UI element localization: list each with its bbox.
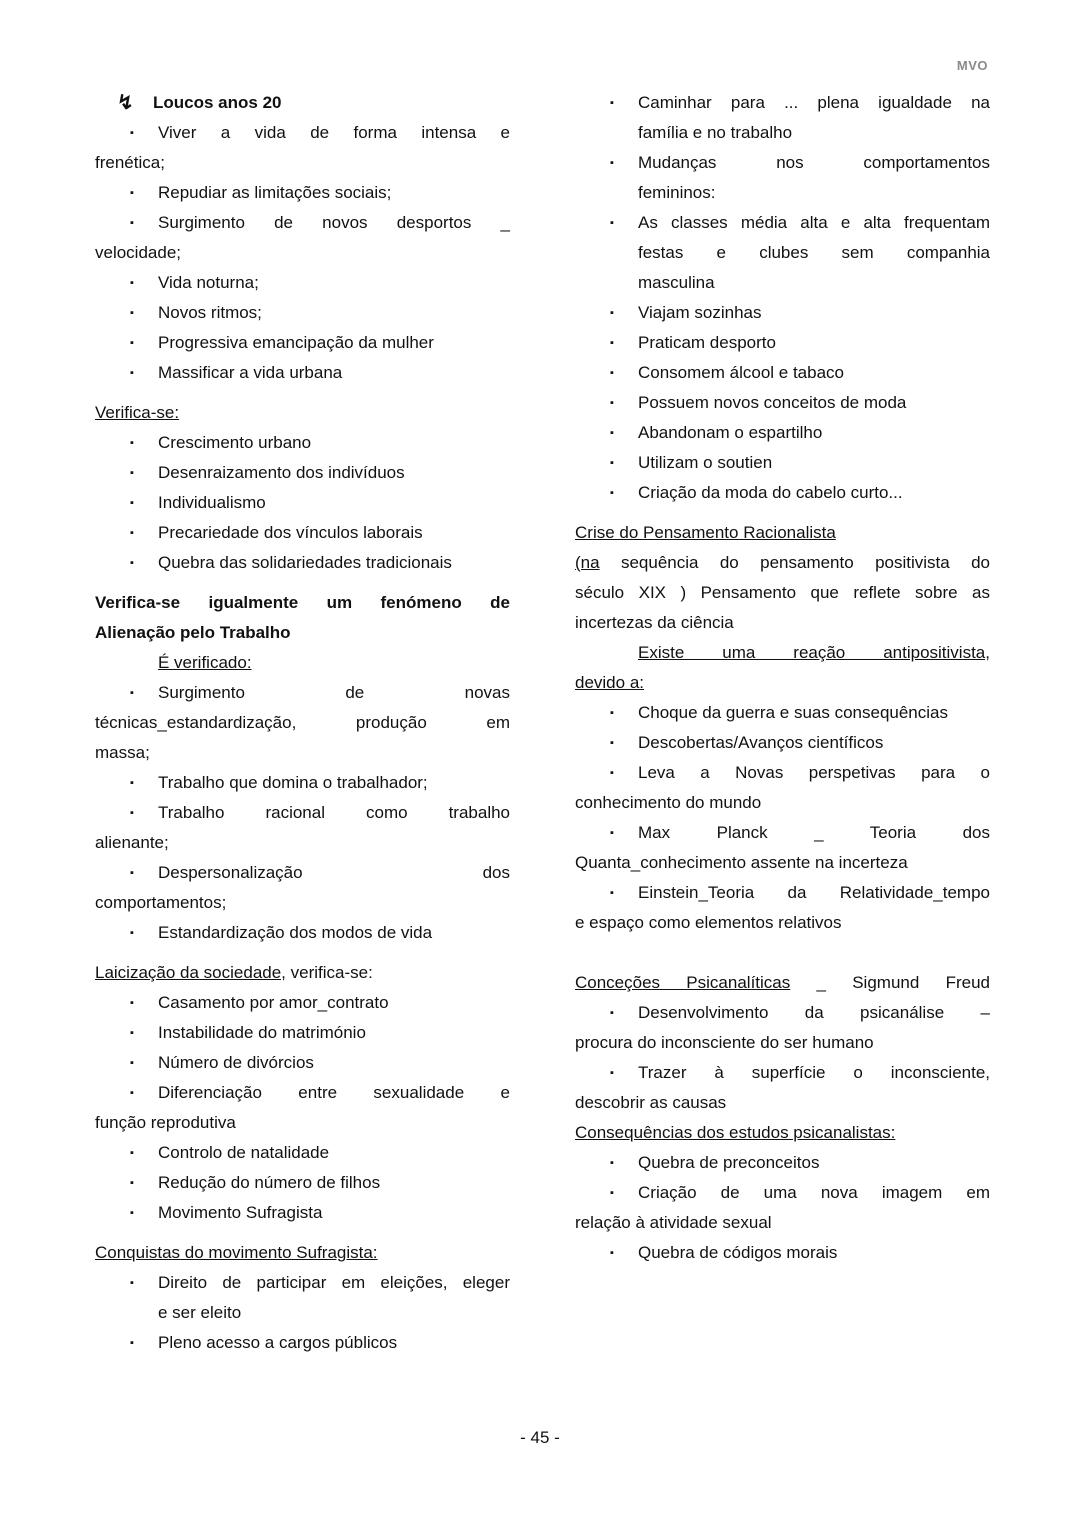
text-segment: Choque da guerra e suas consequências	[638, 703, 948, 722]
list-item	[575, 1178, 990, 1238]
text-line	[95, 1198, 510, 1228]
list-item	[95, 328, 510, 358]
text-segment: função reprodutiva	[95, 1113, 236, 1132]
text-segment: (na	[575, 553, 600, 572]
bullet-icon: ▪	[610, 427, 614, 439]
list-item	[95, 358, 510, 388]
bullet-icon: ▪	[610, 1157, 614, 1169]
list-item	[575, 878, 990, 938]
text-segment: Utilizam o soutien	[638, 453, 773, 472]
list-item	[95, 1018, 510, 1048]
page-number: - 45 -	[520, 1428, 560, 1447]
text-line	[95, 678, 510, 708]
column-left	[95, 88, 510, 1358]
text-line	[575, 328, 990, 358]
text-segment: família e no trabalho	[638, 123, 793, 142]
list-item	[95, 1198, 510, 1228]
text-segment: Quebra de códigos morais	[638, 1243, 838, 1262]
text-line	[575, 148, 990, 178]
paragraph	[95, 398, 510, 428]
text-line	[95, 358, 510, 388]
text-segment: Progressiva emancipação da mulher	[158, 333, 434, 352]
text-segment: devido a:	[575, 673, 644, 692]
bullet-icon: ▪	[610, 157, 614, 169]
text-line	[575, 268, 990, 298]
text-line	[575, 1178, 990, 1208]
text-line	[95, 1238, 510, 1268]
text-line	[575, 578, 990, 608]
text-line	[95, 1168, 510, 1198]
paragraph	[575, 638, 990, 698]
text-line	[575, 388, 990, 418]
text-segment: Quanta_conhecimento assente na incerteza	[575, 853, 908, 872]
text-segment: Viajam sozinhas	[638, 303, 762, 322]
text-segment: Trazer à superfície o inconsciente,	[638, 1063, 990, 1082]
text-segment: Max Planck _ Teoria dos	[638, 823, 990, 842]
bullet-icon: ▪	[130, 807, 134, 819]
text-line	[95, 178, 510, 208]
list-item	[95, 268, 510, 298]
bullet-icon: ▪	[130, 1207, 134, 1219]
section-heading	[95, 88, 510, 118]
text-line	[95, 858, 510, 888]
list-item	[95, 918, 510, 948]
text-segment: velocidade;	[95, 243, 182, 262]
bullet-icon: ▪	[610, 827, 614, 839]
watermark: MVO	[956, 58, 988, 73]
paragraph	[95, 1238, 510, 1268]
bullet-icon: ▪	[610, 217, 614, 229]
bullet-icon: ▪	[130, 527, 134, 539]
list-item	[95, 1328, 510, 1358]
list-item	[575, 818, 990, 878]
text-segment: e espaço como elementos relativos	[575, 913, 842, 932]
text-segment: festas e clubes sem companhia	[638, 243, 990, 262]
text-line	[95, 1298, 510, 1328]
list-item	[95, 988, 510, 1018]
text-line	[95, 708, 510, 738]
text-line	[95, 208, 510, 238]
text-segment: Trabalho racional como trabalho	[158, 803, 510, 822]
text-segment: Redução do número de filhos	[158, 1173, 381, 1192]
text-segment: Leva a Novas perspetivas para o	[638, 763, 990, 782]
bullet-icon: ▪	[130, 927, 134, 939]
paragraph	[575, 1118, 990, 1148]
list-item	[575, 728, 990, 758]
list-item	[575, 758, 990, 818]
text-line	[575, 668, 990, 698]
text-segment: Descobertas/Avanços científicos	[638, 733, 884, 752]
bullet-icon: ▪	[610, 1067, 614, 1079]
list-item	[575, 388, 990, 418]
list-item	[95, 768, 510, 798]
text-line	[95, 88, 510, 118]
bullet-icon: ▪	[130, 1147, 134, 1159]
text-segment: Repudiar as limitações sociais;	[158, 183, 392, 202]
text-segment: Desenvolvimento da psicanálise –	[638, 1003, 990, 1022]
text-segment: Abandonam o espartilho	[638, 423, 823, 442]
list-item	[575, 698, 990, 728]
text-segment: Instabilidade do matrimónio	[158, 1023, 366, 1042]
text-segment: comportamentos;	[95, 893, 227, 912]
text-line	[95, 268, 510, 298]
list-item	[575, 1058, 990, 1118]
text-segment: Viver a vida de forma intensa e	[158, 123, 510, 142]
text-segment: Massificar a vida urbana	[158, 363, 343, 382]
text-segment: Alienação pelo Trabalho	[95, 623, 291, 642]
bullet-icon: ▪	[130, 217, 134, 229]
text-segment: Pleno acesso a cargos públicos	[158, 1333, 398, 1352]
text-segment: Criação de uma nova imagem em	[638, 1183, 990, 1202]
text-segment: Casamento por amor_contrato	[158, 993, 389, 1012]
text-line	[575, 418, 990, 448]
bullet-icon: ▪	[130, 127, 134, 139]
text-segment: Crescimento urbano	[158, 433, 312, 452]
bullet-icon: ▪	[130, 557, 134, 569]
text-line	[575, 1208, 990, 1238]
text-line	[95, 588, 510, 618]
text-segment: Desenraizamento dos indivíduos	[158, 463, 405, 482]
text-segment: Precariedade dos vínculos laborais	[158, 523, 423, 542]
text-line	[575, 178, 990, 208]
bullet-icon: ▪	[610, 397, 614, 409]
bullet-icon: ▪	[610, 487, 614, 499]
text-segment: Quebra das solidariedades tradicionais	[158, 553, 452, 572]
page-body	[95, 88, 990, 1358]
list-item	[95, 1268, 510, 1328]
text-line	[575, 608, 990, 638]
bullet-icon: ▪	[610, 97, 614, 109]
bullet-icon: ▪	[130, 1087, 134, 1099]
text-segment: frenética;	[95, 153, 165, 172]
text-segment: Existe uma reação antipositivista,	[638, 643, 990, 662]
paragraph	[575, 548, 990, 638]
text-line	[95, 958, 510, 988]
text-line	[575, 1088, 990, 1118]
bullet-icon: ▪	[130, 337, 134, 349]
text-segment: Surgimento de novos desportos _	[158, 213, 510, 232]
text-segment: Novos ritmos;	[158, 303, 262, 322]
paragraph	[575, 968, 990, 998]
bullet-icon: ▪	[610, 367, 614, 379]
bullet-icon: ▪	[610, 737, 614, 749]
text-line	[95, 148, 510, 178]
text-line	[575, 118, 990, 148]
list-item	[575, 418, 990, 448]
list-item	[95, 678, 510, 768]
column-right	[575, 88, 990, 1268]
list-item	[95, 798, 510, 858]
bullet-icon: ▪	[130, 467, 134, 479]
text-line	[95, 738, 510, 768]
text-segment: Caminhar para ... plena igualdade na	[638, 93, 990, 112]
text-segment: Trabalho que domina o trabalhador;	[158, 773, 428, 792]
list-item	[575, 298, 990, 328]
list-item	[575, 88, 990, 148]
list-item	[95, 208, 510, 268]
bullet-icon: ▪	[610, 1247, 614, 1259]
text-line	[575, 968, 990, 998]
list-item	[575, 208, 990, 298]
text-line	[575, 728, 990, 758]
text-line	[95, 398, 510, 428]
list-item	[95, 488, 510, 518]
text-segment: Diferenciação entre sexualidade e	[158, 1083, 510, 1102]
bullet-icon: ▪	[130, 437, 134, 449]
bullet-icon: ▪	[130, 497, 134, 509]
list-item	[95, 298, 510, 328]
text-line	[575, 1238, 990, 1268]
text-segment: sequência do pensamento positivista do	[599, 553, 990, 572]
text-line	[575, 358, 990, 388]
list-item	[95, 1078, 510, 1138]
list-item	[95, 1168, 510, 1198]
list-item	[95, 178, 510, 208]
bullet-icon: ▪	[130, 777, 134, 789]
text-line	[575, 88, 990, 118]
text-segment: Criação da moda do cabelo curto...	[638, 483, 903, 502]
list-item	[95, 858, 510, 918]
list-item	[575, 1148, 990, 1178]
text-line	[575, 1028, 990, 1058]
text-line	[95, 828, 510, 858]
text-line	[575, 208, 990, 238]
text-segment: procura do inconsciente do ser humano	[575, 1033, 874, 1052]
bullet-icon: ▪	[130, 187, 134, 199]
text-segment: Verifica-se:	[95, 403, 180, 422]
text-line	[575, 548, 990, 578]
list-item	[95, 118, 510, 178]
bullet-icon: ▪	[130, 1177, 134, 1189]
bullet-icon: ▪	[610, 1007, 614, 1019]
bullet-icon: ▪	[130, 277, 134, 289]
text-segment: alienante;	[95, 833, 169, 852]
bullet-icon: ▪	[130, 997, 134, 1009]
text-segment: Despersonalização dos	[158, 863, 510, 882]
text-line	[95, 298, 510, 328]
text-line	[95, 1048, 510, 1078]
text-line	[575, 518, 990, 548]
text-segment: Direito de participar em eleições, eleger	[158, 1273, 510, 1292]
text-line	[95, 548, 510, 578]
text-line	[575, 758, 990, 788]
bullet-icon: ▪	[610, 307, 614, 319]
text-line	[95, 798, 510, 828]
list-item	[95, 458, 510, 488]
bullet-icon: ▪	[610, 1187, 614, 1199]
text-segment: Movimento Sufragista	[158, 1203, 323, 1222]
list-item	[575, 998, 990, 1058]
text-line	[575, 788, 990, 818]
text-line	[575, 818, 990, 848]
bullet-icon: ▪	[130, 1057, 134, 1069]
section-marker-icon: ↯	[117, 92, 134, 114]
text-line	[95, 1328, 510, 1358]
list-item	[95, 1138, 510, 1168]
bullet-icon: ▪	[610, 337, 614, 349]
text-line	[575, 478, 990, 508]
bullet-icon: ▪	[130, 687, 134, 699]
text-line	[95, 888, 510, 918]
text-segment: técnicas_estandardização, produção em	[95, 713, 510, 732]
text-line	[95, 488, 510, 518]
text-segment: Praticam desporto	[638, 333, 776, 352]
text-segment: As classes média alta e alta frequentam	[638, 213, 990, 232]
text-line	[95, 328, 510, 358]
list-item	[575, 448, 990, 478]
list-item	[95, 518, 510, 548]
text-segment: femininos:	[638, 183, 716, 202]
text-segment: relação à atividade sexual	[575, 1213, 772, 1232]
text-segment: Conceções Psicanalíticas	[575, 973, 791, 992]
text-segment: massa;	[95, 743, 150, 762]
text-segment: Conquistas do movimento Sufragista:	[95, 1243, 378, 1262]
text-segment: século XIX ) Pensamento que reflete sobre as	[575, 583, 990, 602]
text-line	[95, 1078, 510, 1108]
text-segment: conhecimento do mundo	[575, 793, 762, 812]
text-segment: Consomem álcool e tabaco	[638, 363, 845, 382]
text-line	[575, 878, 990, 908]
text-segment: É verificado:	[158, 653, 252, 672]
paragraph	[575, 518, 990, 548]
text-segment: Verifica-se igualmente um fenómeno de	[95, 593, 510, 612]
text-line	[575, 448, 990, 478]
text-line	[575, 848, 990, 878]
bullet-icon: ▪	[130, 1277, 134, 1289]
text-line	[95, 1108, 510, 1138]
text-line	[95, 918, 510, 948]
text-segment: Possuem novos conceitos de moda	[638, 393, 907, 412]
bullet-icon: ▪	[610, 707, 614, 719]
text-segment: descobrir as causas	[575, 1093, 727, 1112]
text-segment: _ Sigmund Freud	[790, 973, 990, 992]
bullet-icon: ▪	[610, 767, 614, 779]
text-line	[95, 458, 510, 488]
text-line	[575, 998, 990, 1028]
text-line	[95, 988, 510, 1018]
text-line	[575, 698, 990, 728]
text-line	[575, 1058, 990, 1088]
text-line	[95, 428, 510, 458]
bullet-icon: ▪	[610, 887, 614, 899]
paragraph	[95, 648, 510, 678]
text-line	[95, 1018, 510, 1048]
text-segment: e ser eleito	[158, 1303, 242, 1322]
text-line	[575, 238, 990, 268]
text-line	[95, 768, 510, 798]
text-line	[95, 1268, 510, 1298]
text-segment: Einstein_Teoria da Relatividade_tempo	[638, 883, 990, 902]
paragraph	[95, 958, 510, 988]
paragraph	[95, 588, 510, 648]
list-item	[575, 478, 990, 508]
list-item	[575, 328, 990, 358]
text-segment: Individualismo	[158, 493, 266, 512]
bullet-icon: ▪	[130, 867, 134, 879]
text-line	[95, 518, 510, 548]
text-segment: Mudanças nos comportamentos	[638, 153, 990, 172]
list-item	[95, 1048, 510, 1078]
text-line	[575, 1148, 990, 1178]
text-segment: incertezas da ciência	[575, 613, 734, 632]
list-item	[95, 428, 510, 458]
text-segment: verifica-se:	[285, 963, 373, 982]
text-line	[95, 118, 510, 148]
bullet-icon: ▪	[610, 457, 614, 469]
bullet-icon: ▪	[130, 1337, 134, 1349]
text-segment: Número de divórcios	[158, 1053, 314, 1072]
text-line	[95, 648, 510, 678]
text-line	[575, 298, 990, 328]
list-item	[575, 148, 990, 208]
bullet-icon: ▪	[130, 367, 134, 379]
text-line	[575, 638, 990, 668]
bullet-icon: ▪	[130, 1027, 134, 1039]
list-item	[95, 548, 510, 578]
text-segment: Loucos anos 20	[153, 93, 282, 112]
list-item	[575, 358, 990, 388]
list-item	[575, 1238, 990, 1268]
text-segment: Laicização da sociedade,	[95, 963, 286, 982]
text-segment: Estandardização dos modos de vida	[158, 923, 433, 942]
text-line	[95, 238, 510, 268]
text-segment: Surgimento de novas	[158, 683, 510, 702]
text-line	[575, 908, 990, 938]
text-segment: Vida noturna;	[158, 273, 259, 292]
text-segment: Quebra de preconceitos	[638, 1153, 820, 1172]
bullet-icon: ▪	[130, 307, 134, 319]
text-line	[95, 1138, 510, 1168]
text-segment: Controlo de natalidade	[158, 1143, 330, 1162]
text-segment: masculina	[638, 273, 715, 292]
text-segment: Consequências dos estudos psicanalistas:	[575, 1123, 896, 1142]
text-line	[575, 1118, 990, 1148]
text-line	[95, 618, 510, 648]
text-segment: Crise do Pensamento Racionalista	[575, 523, 836, 542]
